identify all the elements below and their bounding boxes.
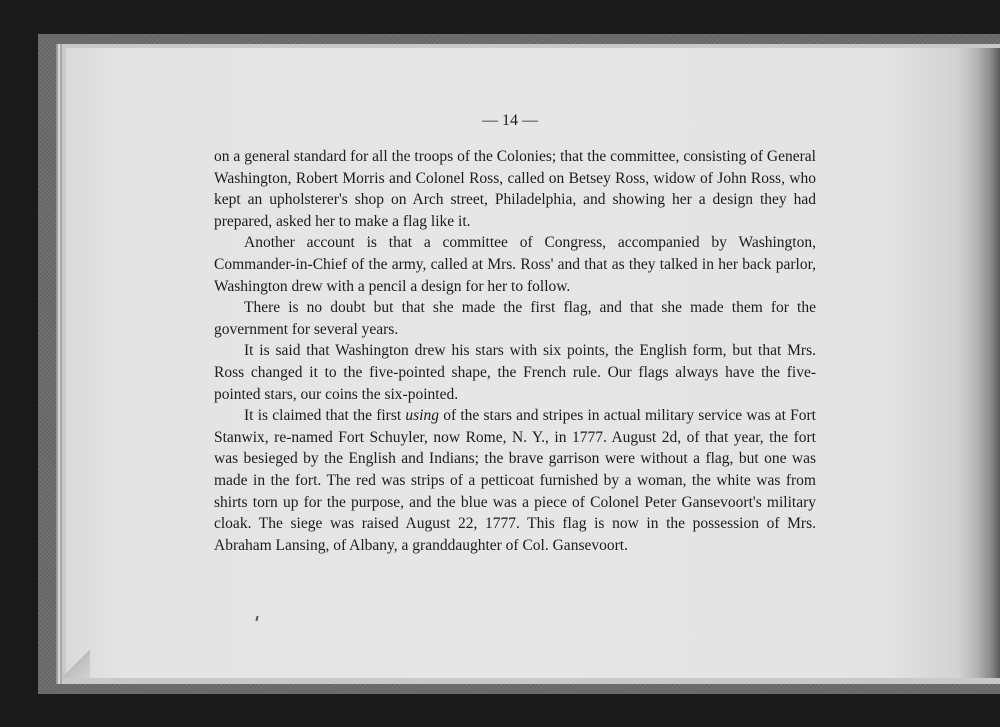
paragraph-4: It is said that Washington drew his stars with six points, the English form, but that Mrs. Ross changed it to the five-pointed shape, the French rule. Our flags always have the five-pointed stars, our coins the six-pointed.: [214, 342, 816, 403]
paragraph-3: There is no doubt but that she made the first flag, and that she made them for the government for several years.: [214, 299, 816, 338]
italic-word: using: [405, 407, 439, 425]
page-corner: [60, 650, 90, 678]
page-body: [214, 146, 816, 556]
paragraph-5-rest: of the stars and stripes in actual military service was at Fort Stanwix, re-named Fort Schuyler, now Rome, N. Y., in 1777. August 2d, of that year, the fort was besieged by the English and Indians; the brave garrison were without a flag, but one was made in the fort. The red was strips of a petticoat furnished by a woman, the white was from shirts torn up for the purpose, and the blue was a piece of Colonel Peter Gansevoort's military cloak. The siege was raised August 22, 1777. This flag is now in the possession of Mrs. Abraham Lansing, of Albany, a granddaughter of Col. Gansevoort.: [214, 407, 816, 554]
paragraph-2: Another account is that a committee of Congress, accompanied by Washington, Commander-in-Chief of the army, called at Mrs. Ross' and that as they talked in her back parlor, Washington drew with a pencil a design for her to follow.: [214, 234, 816, 295]
paragraph-5-start: It is claimed that the first: [244, 407, 406, 425]
paragraph-5: [214, 405, 816, 556]
paragraph-1: on a general standard for all the troops of the Colonies; that the committee, consisting of General Washington, Robert Morris and Colonel Ross, called on Betsey Ross, widow of John Ross, who kept an upholsterer's shop on Arch street, Philadelphia, and showing her a design they had prepared, asked her to make a flag like it.: [214, 148, 816, 230]
book-gutter: [960, 48, 1000, 678]
page-number: — 14 —: [482, 112, 538, 129]
